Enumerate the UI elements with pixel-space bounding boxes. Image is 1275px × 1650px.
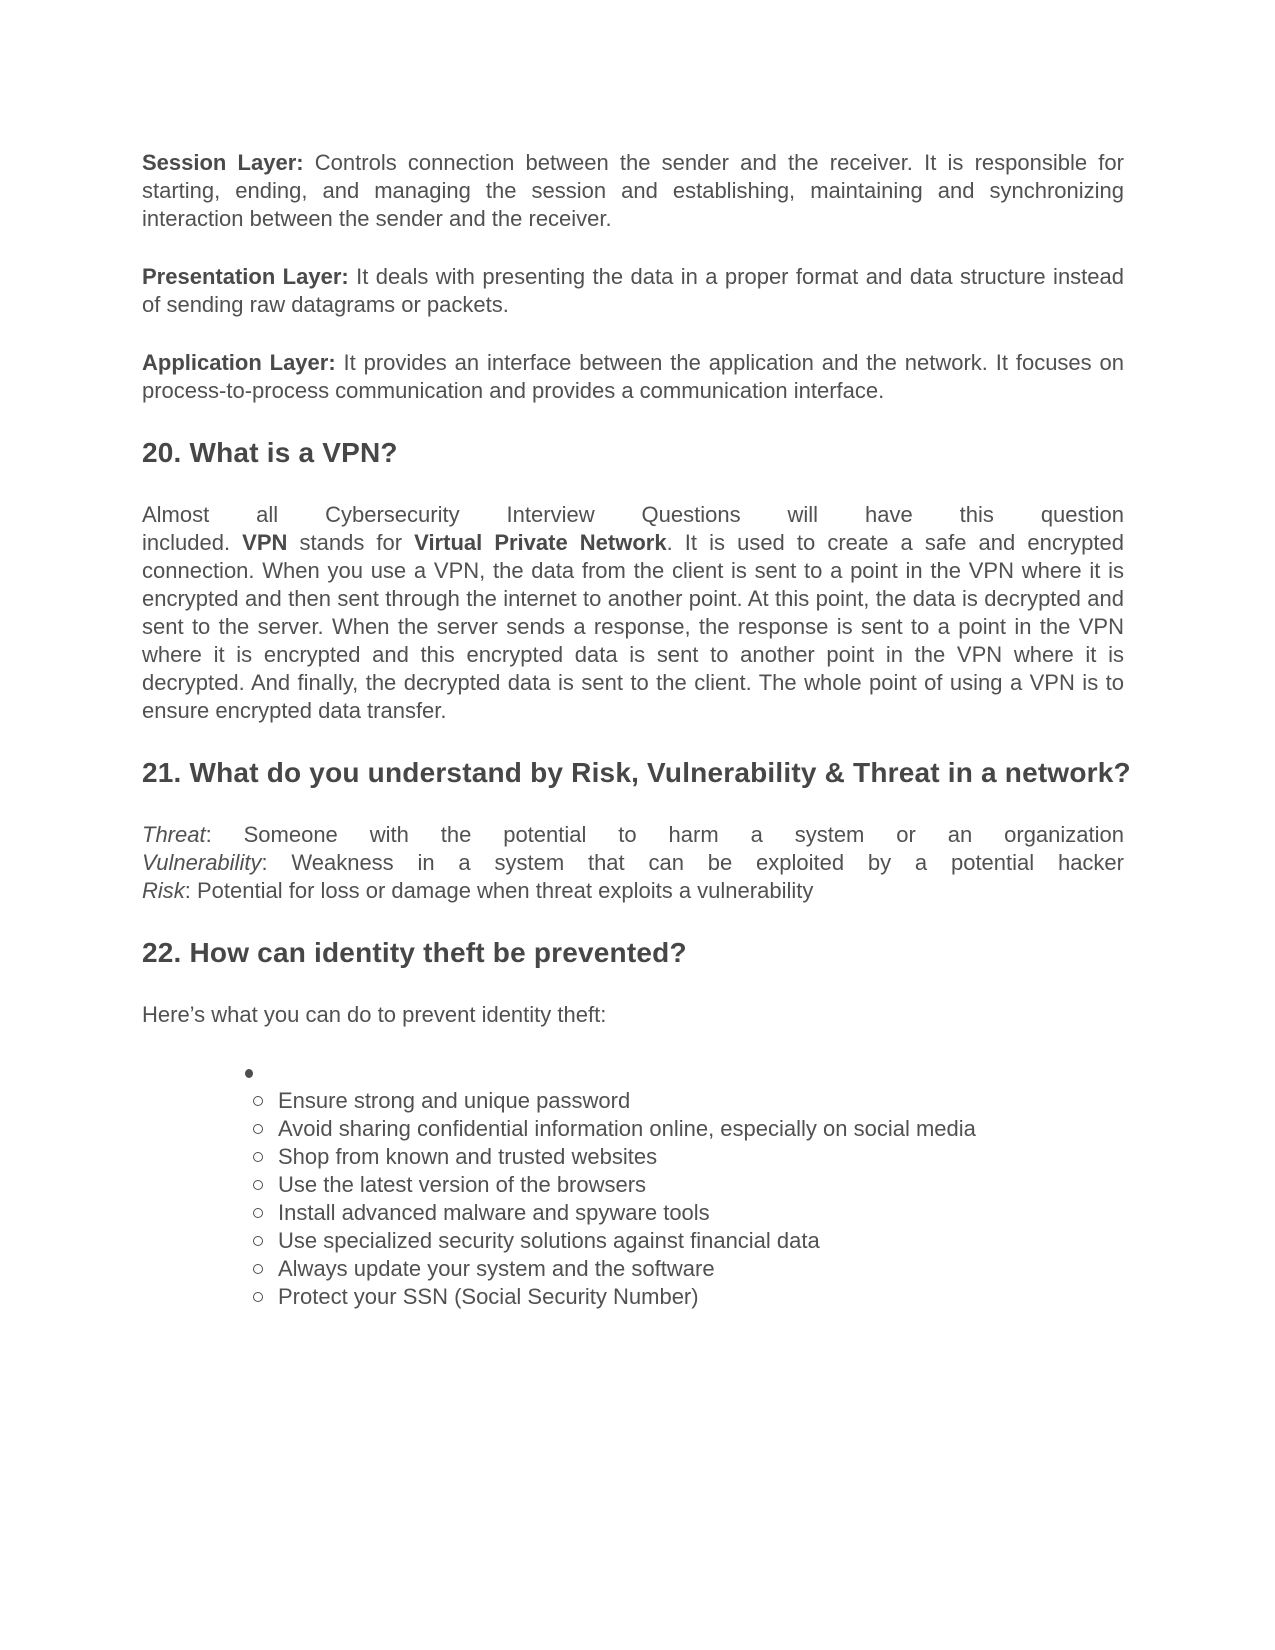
list-item <box>278 1171 1124 1199</box>
tip-text: Ensure strong and unique password <box>278 1088 631 1113</box>
tip-text: Use specialized security solutions against financial data <box>278 1228 820 1253</box>
vpn-abbreviation: VPN <box>242 530 288 555</box>
circle-bullet-icon <box>253 1292 263 1302</box>
tip-text: Always update your system and the software <box>278 1256 715 1281</box>
paragraph-session-layer <box>142 149 1124 233</box>
circle-bullet-icon <box>253 1152 263 1162</box>
tip-text: Install advanced malware and spyware tools <box>278 1200 710 1225</box>
list-item-empty <box>278 1059 1124 1087</box>
vpn-full-form: Virtual Private Network <box>414 530 667 555</box>
heading-question-21: 21. What do you understand by Risk, Vulnerability & Threat in a network? <box>142 757 1131 788</box>
circle-bullet-icon <box>253 1180 263 1190</box>
paragraph-presentation-layer <box>142 263 1124 319</box>
session-layer-term: Session Layer: <box>142 150 304 175</box>
definition-vulnerability <box>142 849 1124 877</box>
vulnerability-term: Vulnerability <box>142 850 262 875</box>
circle-bullet-icon <box>253 1124 263 1134</box>
paragraph-vpn-answer <box>142 501 1124 725</box>
heading-question-22: 22. How can identity theft be prevented? <box>142 937 687 968</box>
tip-text: Shop from known and trusted websites <box>278 1144 658 1169</box>
presentation-layer-description: It deals with presenting the data in a proper format and data structure instead of sending raw datagrams or packets. <box>142 264 1124 317</box>
list-item <box>278 1143 1124 1171</box>
paragraph-risk-vulnerability-threat <box>142 821 1124 905</box>
list-item <box>278 1115 1124 1143</box>
threat-description: : Someone with the potential to harm a system or an organization <box>205 822 1124 847</box>
circle-bullet-icon <box>253 1236 263 1246</box>
circle-bullet-icon <box>253 1264 263 1274</box>
definition-risk <box>142 877 1124 905</box>
vulnerability-description: : Weakness in a system that can be exploited by a potential hacker <box>261 850 1124 875</box>
identity-theft-tips-list <box>142 1059 1124 1311</box>
presentation-layer-term: Presentation Layer: <box>142 264 349 289</box>
paragraph-application-layer <box>142 349 1124 405</box>
document-page <box>142 0 1131 1311</box>
definition-threat <box>142 821 1124 849</box>
list-item <box>278 1283 1124 1311</box>
vpn-answer-run-rest: . It is used to create a safe and encrypted connection. When you use a VPN, the data from the client is sent to a point in the VPN where it is encrypted and then sent through the internet to another point. At this point, the data is decrypted and sent to the server. When the server sends a response, the response is sent to a point in the VPN where it is encrypted and this encrypted data is sent to another point in the VPN where it is decrypted. And finally, the decrypted data is sent to the client. The whole point of using a VPN is to ensure encrypted data transfer. <box>142 530 1124 723</box>
session-layer-description: Controls connection between the sender and the receiver. It is responsible for starting, ending, and managing the session and establishing, maintaining and synchronizing interaction between the sender and the receiver. <box>142 150 1124 231</box>
list-item <box>278 1199 1124 1227</box>
list-item <box>278 1227 1124 1255</box>
circle-bullet-icon <box>253 1096 263 1106</box>
list-item <box>278 1087 1124 1115</box>
circle-bullet-icon <box>253 1208 263 1218</box>
bullet-icon <box>245 1069 253 1078</box>
application-layer-term: Application Layer: <box>142 350 336 375</box>
threat-term: Threat <box>142 822 206 847</box>
tip-text: Avoid sharing confidential information online, especially on social media <box>278 1116 976 1141</box>
list-item <box>278 1255 1124 1283</box>
heading-question-20: 20. What is a VPN? <box>142 437 398 468</box>
risk-term: Risk <box>142 878 185 903</box>
vpn-answer-first-line: Almost all Cybersecurity Interview Questions will have this question <box>142 502 1124 527</box>
application-layer-description: It provides an interface between the application and the network. It focuses on process-to-process communication and provides a communication interface. <box>142 350 1124 403</box>
risk-description: : Potential for loss or damage when threat exploits a vulnerability <box>184 878 814 903</box>
tip-text: Use the latest version of the browsers <box>278 1172 647 1197</box>
tip-text: Protect your SSN (Social Security Number) <box>278 1284 699 1309</box>
vpn-answer-run-stands-for: stands for <box>287 530 415 555</box>
paragraph-identity-theft-intro: Here’s what you can do to prevent identity theft: <box>142 1002 607 1027</box>
vpn-answer-run-included: included. <box>142 530 243 555</box>
